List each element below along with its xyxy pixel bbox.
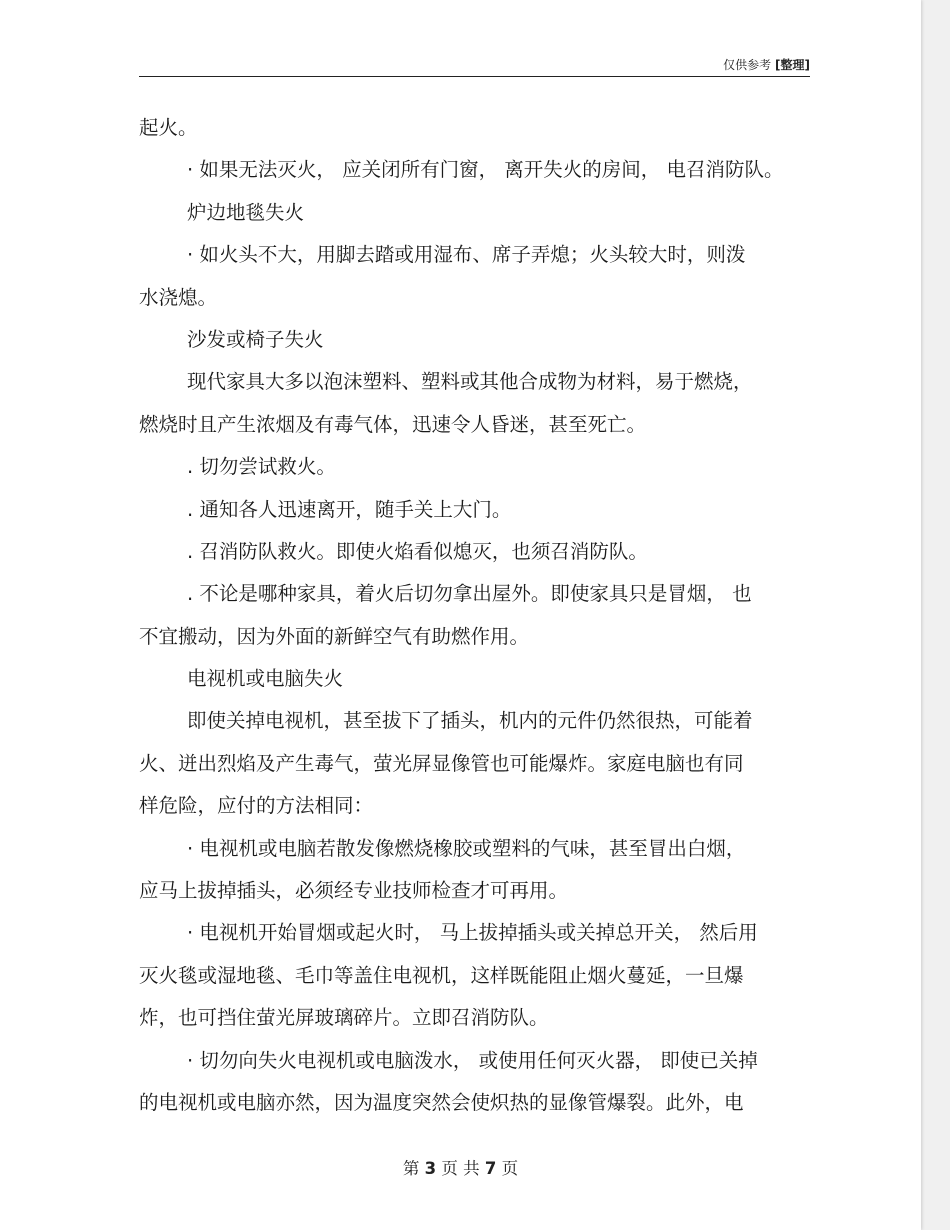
paragraph-line: 火、迸出烈焰及产生毒气，萤光屏显像管也可能爆炸。家庭电脑也有同 (139, 751, 744, 775)
paragraph-line: · 如果无法灭火， 应关闭所有门窗， 离开失火的房间， 电召消防队。 (187, 158, 784, 182)
footer-mid: 页 共 (441, 1159, 480, 1178)
header-divider (139, 76, 810, 77)
paragraph-line: · 电视机开始冒烟或起火时， 马上拔掉插头或关掉总开关， 然后用 (187, 921, 758, 945)
paragraph-line: 炸，也可挡住萤光屏玻璃碎片。立即召消防队。 (139, 1006, 549, 1030)
paragraph-line: . 切勿尝试救火。 (187, 455, 336, 479)
section-heading: 沙发或椅子失火 (187, 327, 324, 351)
paragraph-line: · 如火头不大，用脚去踏或用湿布、席子弄熄；火头较大时，则泼 (187, 243, 746, 267)
paragraph-line: 燃烧时且产生浓烟及有毒气体，迅速令人昏迷，甚至死亡。 (139, 412, 647, 436)
paragraph-line: 不宜搬动，因为外面的新鲜空气有助燃作用。 (139, 624, 530, 648)
total-page-number: 7 (484, 1159, 497, 1178)
paragraph-line: . 通知各人迅速离开，随手关上大门。 (187, 497, 512, 521)
paragraph-line: 应马上拔掉插头，必须经专业技师检查才可再用。 (139, 879, 569, 903)
header-label: 仅供参考 (723, 58, 772, 72)
page-footer (0, 1155, 921, 1179)
paragraph-line: 起火。 (139, 116, 198, 139)
paragraph-line: . 不论是哪种家具，着火后切勿拿出屋外。即使家具只是冒烟， 也 (187, 582, 752, 606)
current-page-number: 3 (424, 1159, 437, 1178)
section-heading: 炉边地毯失火 (187, 200, 305, 224)
header-tag: [整理] (775, 58, 810, 72)
body-text (139, 112, 811, 1129)
footer-prefix: 第 (402, 1159, 420, 1178)
paragraph-line: · 切勿向失火电视机或电脑泼水， 或使用任何灭火器， 即使已关掉 (187, 1048, 758, 1072)
paragraph-line: · 电视机或电脑若散发像燃烧橡胶或塑料的气味，甚至冒出白烟， (187, 836, 746, 860)
paragraph-line: 现代家具大多以泡沫塑料、塑料或其他合成物为材料，易于燃烧， (187, 370, 753, 394)
section-heading: 电视机或电脑失火 (187, 667, 344, 691)
paragraph-line: 灭火毯或湿地毯、毛巾等盖住电视机，这样既能阻止烟火蔓延，一旦爆 (139, 963, 744, 987)
paragraph-line: 即使关掉电视机，甚至拔下了插头，机内的元件仍然很热，可能着 (187, 709, 753, 733)
page-header (723, 56, 810, 73)
paragraph-line: 水浇熄。 (139, 285, 218, 309)
paragraph-line: . 召消防队救火。即使火焰看似熄灭，也须召消防队。 (187, 539, 648, 563)
paragraph-line: 的电视机或电脑亦然，因为温度突然会使炽热的显像管爆裂。此外，电 (139, 1090, 744, 1114)
paragraph-line: 样危险，应付的方法相同： (139, 794, 374, 818)
footer-suffix: 页 (501, 1159, 519, 1178)
